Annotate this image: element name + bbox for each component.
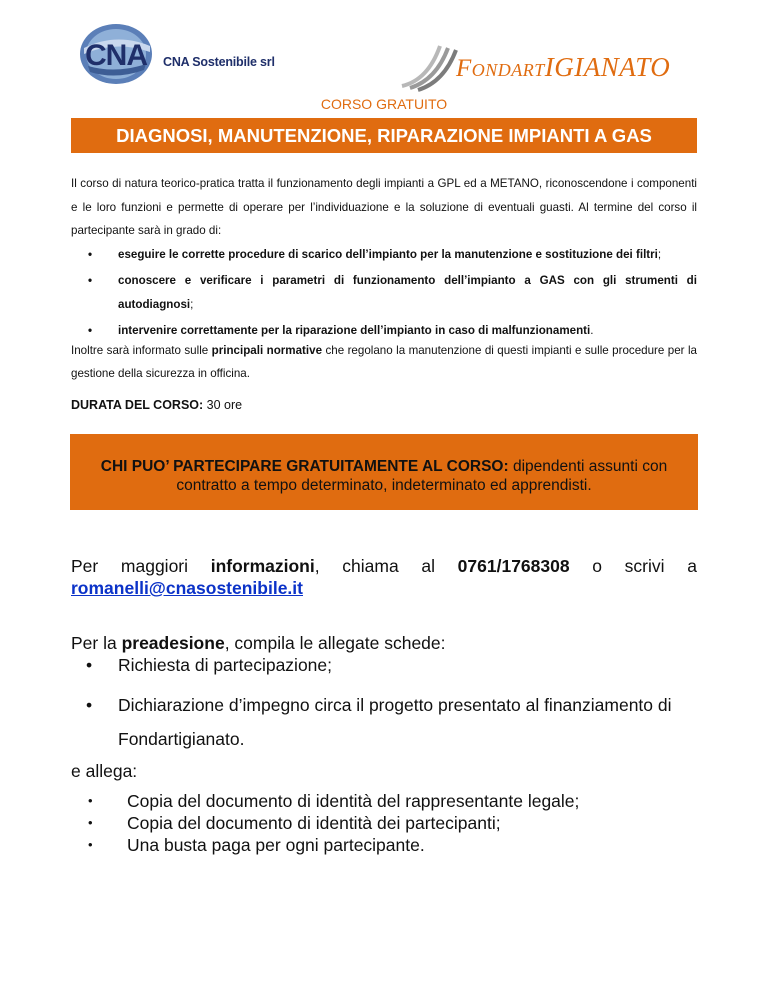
normative-paragraph: Inoltre sarà informato sulle principali normative che regolano la manutenzione di questi impianti e sulle procedure per la gestione della sicurezza in officina. (71, 343, 697, 380)
fondo-logo-part2: IGIANATO (544, 52, 671, 82)
bullet-icon: • (86, 695, 93, 715)
list-item: • Dichiarazione d’impegno circa il progetto presentato al finanziamento di Fondartigianato. (71, 688, 711, 756)
bullet-icon: • (88, 274, 93, 287)
bullet-icon: • (86, 655, 93, 675)
participants-text: dipendenti assunti con contratto a tempo determinato, indeterminato ed apprendisti. (176, 458, 668, 494)
intro-paragraph: Il corso di natura teorico-pratica tratta il funzionamento degli impianti a GPL ed a METANO, riconoscendone i componenti e le loro funzioni e permette di operare per l’individuazione e la soluzione di eventuali guasti. Al termine del corso il partecipante sarà in grado di: (71, 177, 697, 237)
list-item: • intervenire correttamente per la riparazione dell’impianto in caso di malfunzionamenti. (71, 319, 697, 343)
list-item: • Copia del documento di identità del rappresentante legale; (88, 791, 580, 811)
course-duration (71, 398, 242, 412)
duration-value: 30 ore (203, 398, 243, 412)
bullet-icon: • (88, 793, 93, 808)
bullet-icon: • (88, 324, 93, 337)
duration-label: DURATA DEL CORSO: (71, 398, 204, 412)
course-description (71, 172, 697, 386)
learning-outcomes-list (71, 243, 697, 343)
bullet-icon: • (88, 247, 93, 261)
participants-box (70, 434, 698, 510)
fondartigianato-logo-text (456, 52, 670, 83)
fondo-logo-part1: Fondart (456, 55, 545, 82)
contact-line: Per maggiori informazioni, chiama al 0761/1768308 o scrivi a (71, 556, 697, 576)
attach-label: e allega: (71, 761, 138, 781)
list-item: • Copia del documento di identità dei partecipanti; (88, 813, 501, 833)
contact-info (71, 555, 697, 599)
email-link[interactable]: romanelli@cnasostenibile.it (71, 578, 303, 598)
phone-number: 0761/1768308 (457, 556, 570, 576)
list-item: • Una busta paga per ogni partecipante. (88, 835, 425, 855)
preadesione-intro: Per la preadesione, compila le allegate schede: (71, 633, 446, 653)
preadesione-section (71, 632, 711, 856)
course-title-bar: DIAGNOSI, MANUTENZIONE, RIPARAZIONE IMPIANTI A GAS (71, 118, 697, 153)
list-item: • Richiesta di partecipazione; (86, 655, 333, 675)
participants-label: CHI PUO’ PARTECIPARE GRATUITAMENTE AL CORSO: (100, 458, 509, 475)
course-free-label: CORSO GRATUITO (320, 96, 448, 112)
list-item: • eseguire le corrette procedure di scarico dell’impianto per la manutenzione e sostituzione dei filtri; (71, 243, 697, 267)
bullet-icon: • (88, 837, 93, 852)
cna-company-name: CNA Sostenibile srl (163, 55, 275, 69)
list-item: • conoscere e verificare i parametri di funzionamento dell’impianto a GAS con gli strumenti di autodiagnosi; (71, 269, 697, 316)
cna-logo-text: CNA (85, 39, 147, 72)
bullet-icon: • (88, 815, 93, 830)
header (0, 0, 768, 100)
attachments-list (71, 790, 711, 856)
cna-logo (78, 22, 164, 86)
forms-list (71, 654, 711, 756)
